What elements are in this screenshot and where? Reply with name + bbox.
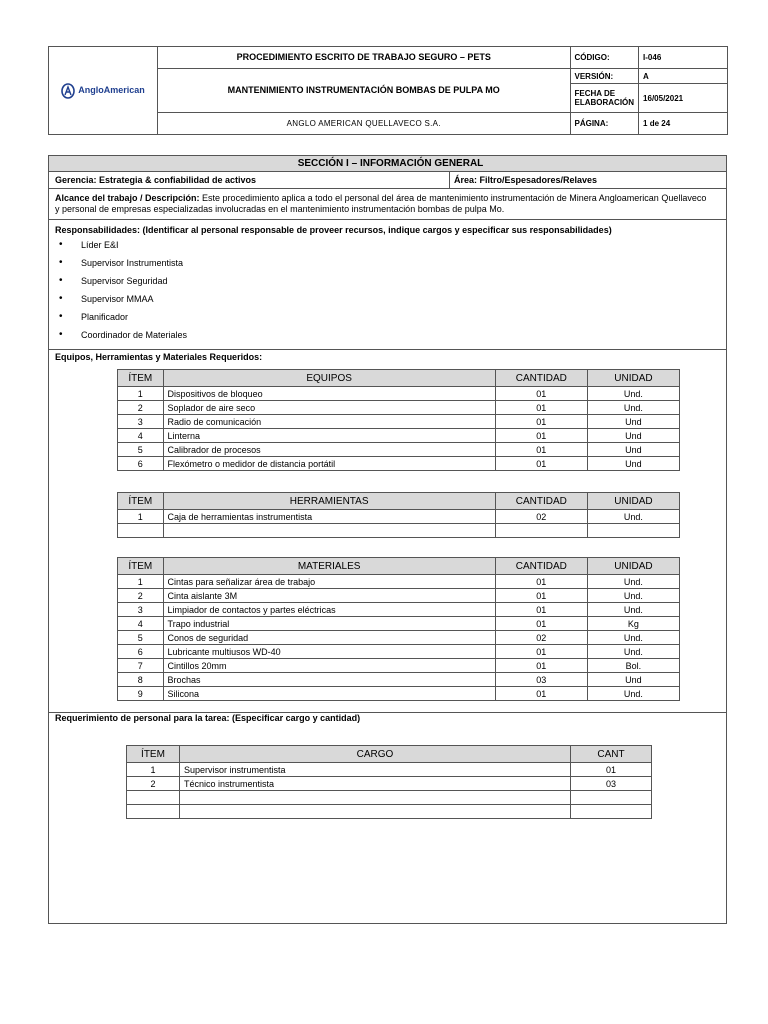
doc-title: MANTENIMIENTO INSTRUMENTACIÓN BOMBAS DE PULPA MO (157, 69, 570, 113)
list-item: • Líder E&I (59, 239, 119, 250)
logo-text: AngloAmerican (78, 85, 145, 95)
table-row: 3 Radio de comunicación 01 Und (118, 415, 680, 429)
section-title: SECCIÓN I – INFORMACIÓN GENERAL (49, 156, 726, 172)
table-row: 1 Supervisor instrumentista 01 (127, 763, 652, 777)
list-item: • Coordinador de Materiales (59, 329, 188, 340)
table-row: 5 Conos de seguridad 02 Und. (118, 631, 680, 645)
alcance-text-2: y personal de empresas especializadas involucradas en el mantenimiento instrumentación bombas de pulpa Mo. (55, 204, 505, 214)
table-row: 8 Brochas 03 Und (118, 673, 680, 687)
alcance-text-1: Este procedimiento aplica a todo el personal del área de mantenimiento instrumentación de Minera Angloamerican Quellaveco (199, 193, 707, 203)
table-row: 3 Limpiador de contactos y partes eléctricas 01 Und. (118, 603, 680, 617)
table-header-row: ÍTEM EQUIPOS CANTIDAD UNIDAD (118, 370, 680, 387)
materiales-table (117, 557, 680, 701)
table-row: 1 Dispositivos de bloqueo 01 Und. (118, 387, 680, 401)
table-header-row: ÍTEM MATERIALES CANTIDAD UNIDAD (118, 558, 680, 575)
table-header-row: ÍTEM CARGO CANT (127, 746, 652, 763)
equipos-label: Equipos, Herramientas y Materiales Requeridos: (55, 352, 263, 362)
version-value: A (639, 69, 728, 84)
responsables-list (55, 236, 726, 344)
table-row: 5 Calibrador de procesos 01 Und (118, 443, 680, 457)
table-row: 4 Linterna 01 Und (118, 429, 680, 443)
gerencia-text: Gerencia: Estrategia & confiabilidad de activos (55, 175, 257, 185)
list-item: • Planificador (59, 311, 129, 322)
doc-type-title: PROCEDIMIENTO ESCRITO DE TRABAJO SEGURO – PETS (157, 47, 570, 69)
pagina-label: PÁGINA: (570, 113, 639, 135)
list-item: • Supervisor Seguridad (59, 275, 168, 286)
table-row (127, 805, 652, 819)
table-row: 2 Cinta aislante 3M 01 Und. (118, 589, 680, 603)
section-general-info (48, 155, 727, 924)
table-header-row: ÍTEM HERRAMIENTAS CANTIDAD UNIDAD (118, 493, 680, 510)
table-row: 6 Lubricante multiusos WD-40 01 Und. (118, 645, 680, 659)
version-label: VERSIÓN: (570, 69, 639, 84)
personal-table (126, 745, 652, 819)
codigo-value: I-046 (639, 47, 728, 69)
fecha-label: FECHA DE ELABORACIÓN (570, 84, 639, 113)
logo-cell (49, 47, 158, 135)
herramientas-table (117, 492, 680, 538)
table-row: 4 Trapo industrial 01 Kg (118, 617, 680, 631)
responsabilidades-row (49, 220, 726, 350)
area-text: Área: Filtro/Espesadores/Relaves (449, 172, 597, 188)
alcance-row (49, 189, 726, 220)
document-header (48, 46, 728, 135)
table-row (127, 791, 652, 805)
table-row: 7 Cintillos 20mm 01 Bol. (118, 659, 680, 673)
table-row: 2 Soplador de aire seco 01 Und. (118, 401, 680, 415)
personal-label: Requerimiento de personal para la tarea: (Especificar cargo y cantidad) (49, 712, 726, 726)
fecha-value: 16/05/2021 (639, 84, 728, 113)
gerencia-row (49, 172, 726, 189)
list-item: • Supervisor Instrumentista (59, 257, 184, 268)
table-row (118, 524, 680, 538)
alcance-label: Alcance del trabajo / Descripción: (55, 193, 200, 203)
table-row: 1 Cintas para señalizar área de trabajo 01 Und. (118, 575, 680, 589)
table-row: 6 Flexómetro o medidor de distancia portátil 01 Und (118, 457, 680, 471)
table-row: 9 Silicona 01 Und. (118, 687, 680, 701)
codigo-label: CÓDIGO: (570, 47, 639, 69)
table-row: 2 Técnico instrumentista 03 (127, 777, 652, 791)
equipos-table (117, 369, 680, 471)
pagina-value: 1 de 24 (639, 113, 728, 135)
anglo-logo-icon (61, 83, 75, 99)
responsabilidades-label: Responsabilidades: (Identificar al personal responsable de proveer recursos, indique cargos y especificar sus responsabilidades) (55, 225, 612, 235)
table-row: 1 Caja de herramientas instrumentista 02 Und. (118, 510, 680, 524)
company-name: ANGLO AMERICAN QUELLAVECO S.A. (157, 113, 570, 135)
list-item: • Supervisor MMAA (59, 293, 154, 304)
